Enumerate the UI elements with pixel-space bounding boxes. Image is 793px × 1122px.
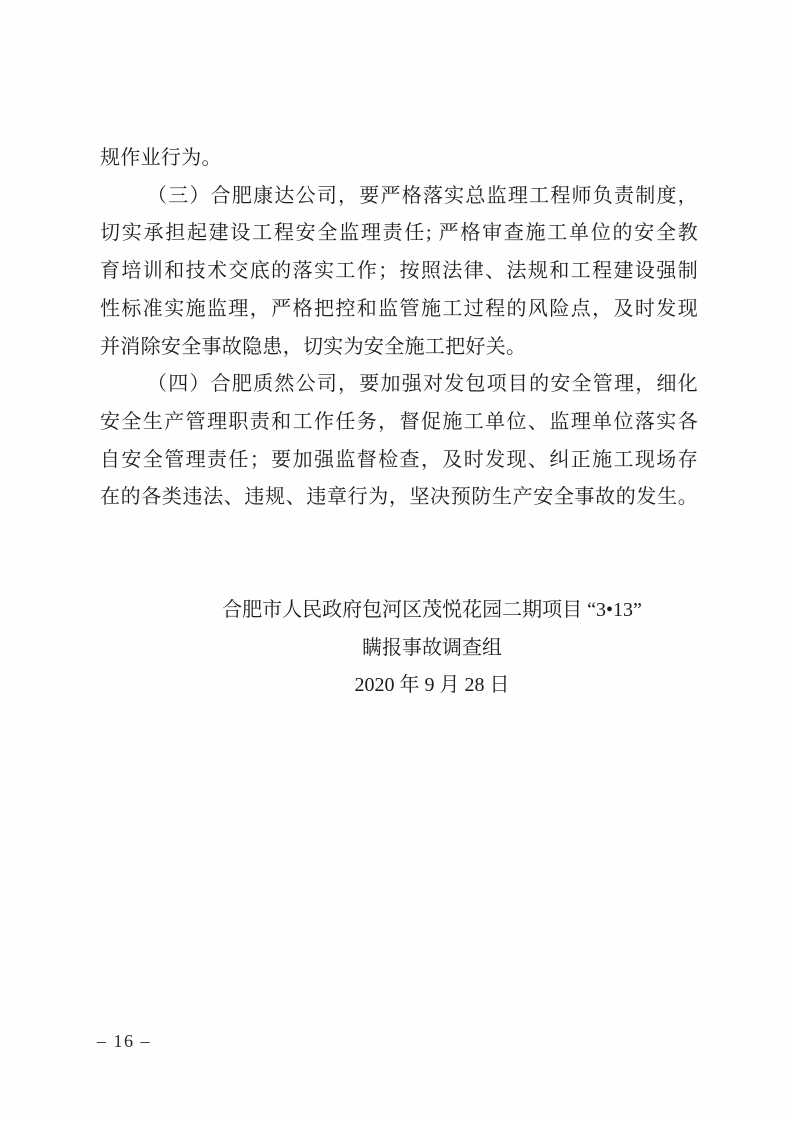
body-line: 并消除安全事故隐患，切实为安全施工把好关。: [100, 335, 527, 358]
body-line: （三）合肥康达公司，要严格落实总监理工程师负责制度，: [147, 184, 698, 207]
signature-block: [186, 592, 678, 705]
body-line: 自安全管理责任；要加强监督检查，及时发现、纠正施工现场存: [100, 448, 698, 471]
body-line: 规作业行为。: [100, 147, 222, 169]
signature-date: 2020 年 9 月 28 日: [354, 674, 510, 697]
document-body: [100, 140, 698, 517]
body-line: 在的各类违法、违规、违章行为，坚决预防生产安全事故的发生。: [100, 486, 698, 509]
body-line: 育培训和技术交底的落实工作；按照法律、法规和工程建设强制: [100, 260, 698, 283]
body-line: （四）合肥质然公司，要加强对发包项目的安全管理，细化: [147, 373, 698, 396]
body-line: 安全生产管理职责和工作任务，督促施工单位、监理单位落实各: [100, 410, 698, 433]
body-line: 性标准实施监理，严格把控和监管施工过程的风险点，及时发现: [100, 297, 698, 320]
signature-org-line-2: 瞒报事故调查组: [362, 636, 502, 659]
page-number: – 16 –: [97, 1031, 151, 1051]
signature-org-line-1: 合肥市人民政府包河区茂悦花园二期项目 “3•13”: [222, 599, 642, 621]
body-line: 切实承担起建设工程安全监理责任; 严格审查施工单位的安全教: [100, 222, 698, 245]
